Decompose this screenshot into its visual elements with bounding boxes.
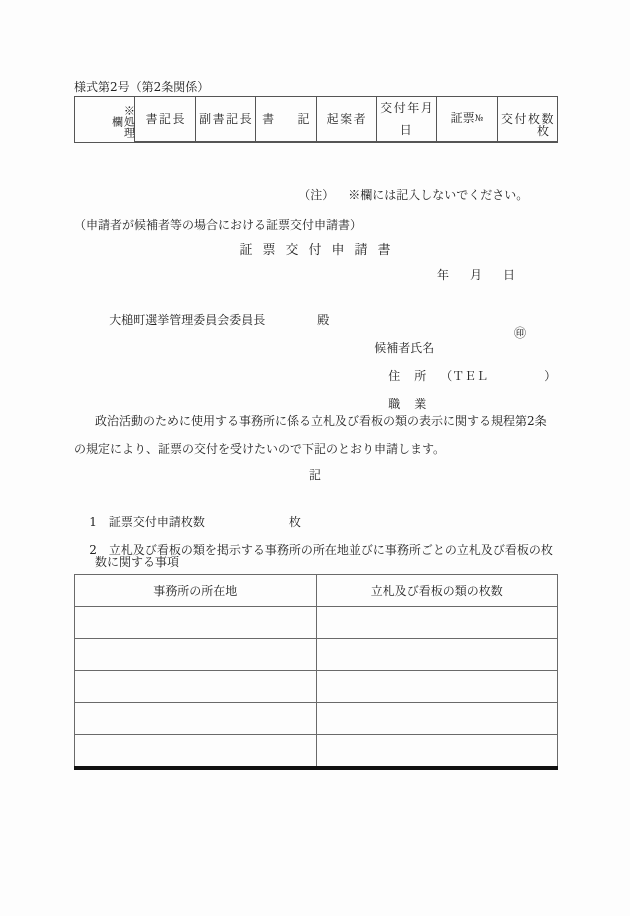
list-item-1-number: 1 [89, 515, 97, 529]
page-title: 証票交付申請書 [239, 243, 401, 258]
entry-certificate-no[interactable] [437, 142, 497, 143]
header-chief-clerk-label: 書記長 [145, 112, 187, 126]
header-clerk [256, 97, 316, 142]
header-certificate-no [437, 97, 497, 142]
form-number-label: 様式第2号（第2条関係） [74, 80, 210, 94]
header-certificate-no-suffix: № [474, 114, 484, 124]
header-clerk-label-left: 書 [262, 112, 275, 126]
entry-drafter[interactable] [316, 142, 376, 143]
header-deputy-chief-clerk [195, 97, 255, 142]
header-drafter-label: 起案者 [326, 112, 368, 126]
header-clerk-label-right: 記 [297, 112, 310, 126]
entry-chief-clerk[interactable] [135, 142, 195, 143]
list-item-1-text: 証票交付申請枚数 [108, 515, 205, 529]
processing-table-row-label: ※処理欄 [110, 105, 136, 138]
entry-issued-count[interactable] [497, 124, 557, 143]
office-table-header-location: 事務所の所在地 [75, 575, 317, 607]
office-count-cell[interactable] [316, 671, 558, 703]
office-table [74, 574, 558, 770]
entry-deputy-chief-clerk[interactable] [195, 142, 255, 143]
office-location-cell[interactable] [75, 607, 317, 639]
applicant-address-label: 住所 [388, 369, 441, 383]
applicant-name-label: 候補者氏名 [374, 341, 435, 355]
note-prefix: （注） [298, 188, 335, 202]
office-location-cell[interactable] [75, 735, 317, 769]
header-issue-date-label: 交付年月日 [380, 101, 435, 137]
note-text: ※欄には記入しないでください。 [348, 188, 529, 202]
table-row [75, 703, 558, 735]
list-item-2-text-line-1: 立札及び看板の類を掲示する事務所の所在地並びに事務所ごとの立札及び看板の枚 [108, 543, 553, 557]
entry-issue-date[interactable] [376, 142, 436, 143]
table-row [75, 639, 558, 671]
header-drafter [316, 97, 376, 142]
processing-table-entry-row [75, 142, 558, 143]
applicant-tel-close: ） [544, 369, 557, 383]
document-subtitle: （申請者が候補者等の場合における証票交付申請書） [74, 218, 363, 232]
processing-table-header-row [75, 97, 558, 142]
processing-table-note [283, 172, 528, 217]
applicant-occupation-label: 職業 [388, 397, 441, 411]
office-count-cell[interactable] [316, 607, 558, 639]
office-location-cell[interactable] [75, 639, 317, 671]
office-count-cell[interactable] [316, 703, 558, 735]
issued-count-unit: 枚 [536, 124, 549, 138]
header-chief-clerk [135, 97, 195, 142]
table-row [75, 735, 558, 769]
header-certificate-no-main: 証票 [450, 111, 475, 125]
ki-mark: 記 [308, 468, 321, 482]
body-paragraph-line-1: 政治活動のために使用する事務所に係る立札及び看板の類の表示に関する規程第2条 [95, 414, 547, 428]
table-row [75, 671, 558, 703]
list-item-2-text-line-2: 数に関する事項 [95, 555, 180, 569]
addressee-name: 大槌町選挙管理委員会委員長 [109, 313, 266, 327]
header-deputy-chief-clerk-label: 副書記長 [199, 112, 254, 126]
header-issue-date [376, 97, 436, 142]
list-item-1-unit: 枚 [288, 515, 301, 529]
office-location-cell[interactable] [75, 703, 317, 735]
header-issued-count-label: 交付枚数 [501, 112, 556, 126]
addressee-line [94, 297, 329, 342]
office-count-cell[interactable] [316, 639, 558, 671]
office-count-cell[interactable] [316, 735, 558, 769]
entry-clerk[interactable] [256, 142, 316, 143]
processing-table-row-label-cell [75, 97, 135, 143]
applicant-tel-open: （ＴＥＬ [440, 369, 489, 383]
seal-icon: ㊞ [514, 326, 527, 340]
list-item-2-number: 2 [89, 543, 97, 557]
office-table-header-count: 立札及び看板の類の枚数 [316, 575, 558, 607]
addressee-honorific: 殿 [317, 313, 330, 327]
office-location-cell[interactable] [75, 671, 317, 703]
office-table-body [75, 607, 558, 769]
body-paragraph-line-2: の規定により、証票の交付を受けたいので下記のとおり申請します。 [74, 442, 446, 456]
table-row [75, 607, 558, 639]
date-line[interactable]: 年月日 [437, 268, 537, 282]
office-table-header-row [75, 575, 558, 607]
processing-table [74, 96, 558, 143]
